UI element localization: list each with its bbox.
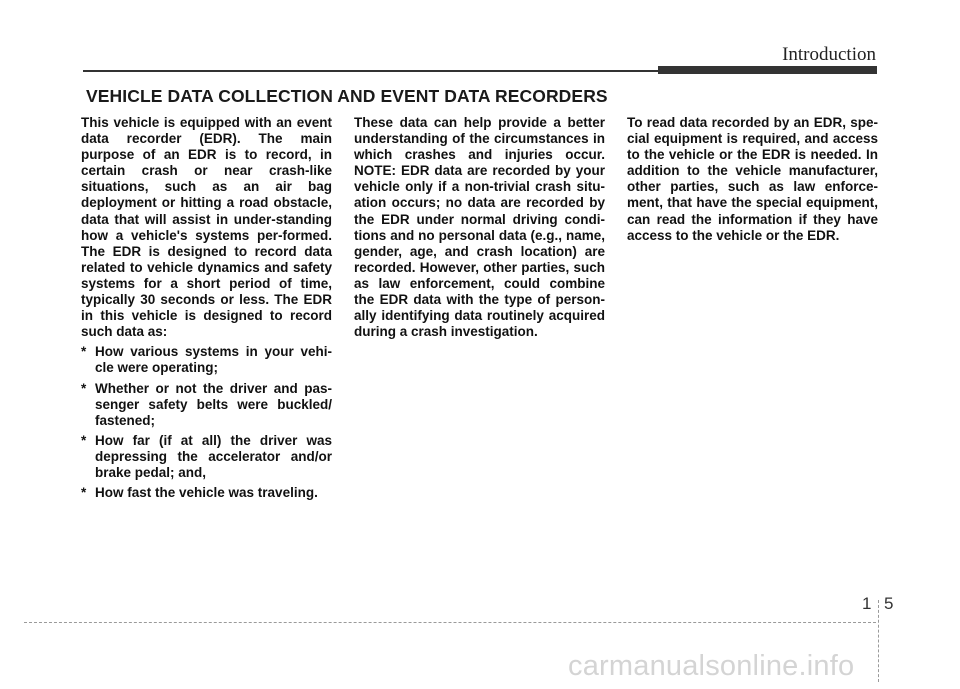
list-item (81, 433, 332, 481)
bullet-mark: * (81, 380, 87, 396)
column-1 (81, 115, 332, 501)
list-item (81, 485, 332, 501)
header-rule (83, 70, 658, 72)
list-item-text: How fast the vehicle was traveling. (95, 485, 318, 501)
header-rule-bar (658, 66, 877, 74)
edr-data-paragraph: These data can help provide a better understanding of the circumstances in which crashes and injuries occur. NOTE: EDR data are recorded by your vehicle only if a non-trivial crash situ-ation occurs; no data are recorded by the EDR under normal driving condi-tions and no personal data (e.g., name, gender, age, and crash location) are recorded. However, other parties, such as law enforcement, could combine the EDR data with the type of person-ally identifying data routinely acquired during a crash investigation. (354, 115, 605, 340)
list-item (81, 381, 332, 429)
page-heading: VEHICLE DATA COLLECTION AND EVENT DATA RECORDERS (86, 86, 608, 106)
column-2 (354, 115, 605, 340)
list-item-text: Whether or not the driver and pas-senger safety belts were buckled/ fastened; (95, 380, 332, 428)
column-3 (627, 115, 878, 244)
intro-paragraph: This vehicle is equipped with an event data recorder (EDR). The main purpose of an EDR is to record, in certain crash or near crash-like situations, such as an air bag deployment or hitting a road obstacle, data that will assist in under-standing how a vehicle's systems per-formed. The EDR is designed to record data related to vehicle dynamics and safety systems for a short period of time, typically 30 seconds or less. The EDR in this vehicle is designed to record such data as: (81, 115, 332, 340)
list-item (81, 344, 332, 376)
edr-access-paragraph: To read data recorded by an EDR, spe-cial equipment is required, and access to the vehicle or the EDR is needed. In addition to the vehicle manufacturer, other parties, such as law enforce-ment, that have the special equipment, can read the information if they have access to the vehicle or the EDR. (627, 115, 878, 243)
page-number-separator (878, 600, 879, 682)
bullet-mark: * (81, 344, 87, 360)
watermark: carmanualsonline.info (568, 650, 855, 682)
bullet-mark: * (81, 485, 87, 501)
list-item-text: How various systems in your vehi-cle were operating; (95, 344, 332, 376)
chapter-number: 1 (862, 594, 872, 613)
list-item-text: How far (if at all) the driver was depressing the accelerator and/or brake pedal; and, (95, 432, 332, 480)
bullet-mark: * (81, 432, 87, 448)
footer-divider (24, 622, 876, 623)
page-number: 5 (884, 594, 894, 613)
recorded-data-list (81, 344, 332, 501)
section-title: Introduction (782, 44, 876, 65)
